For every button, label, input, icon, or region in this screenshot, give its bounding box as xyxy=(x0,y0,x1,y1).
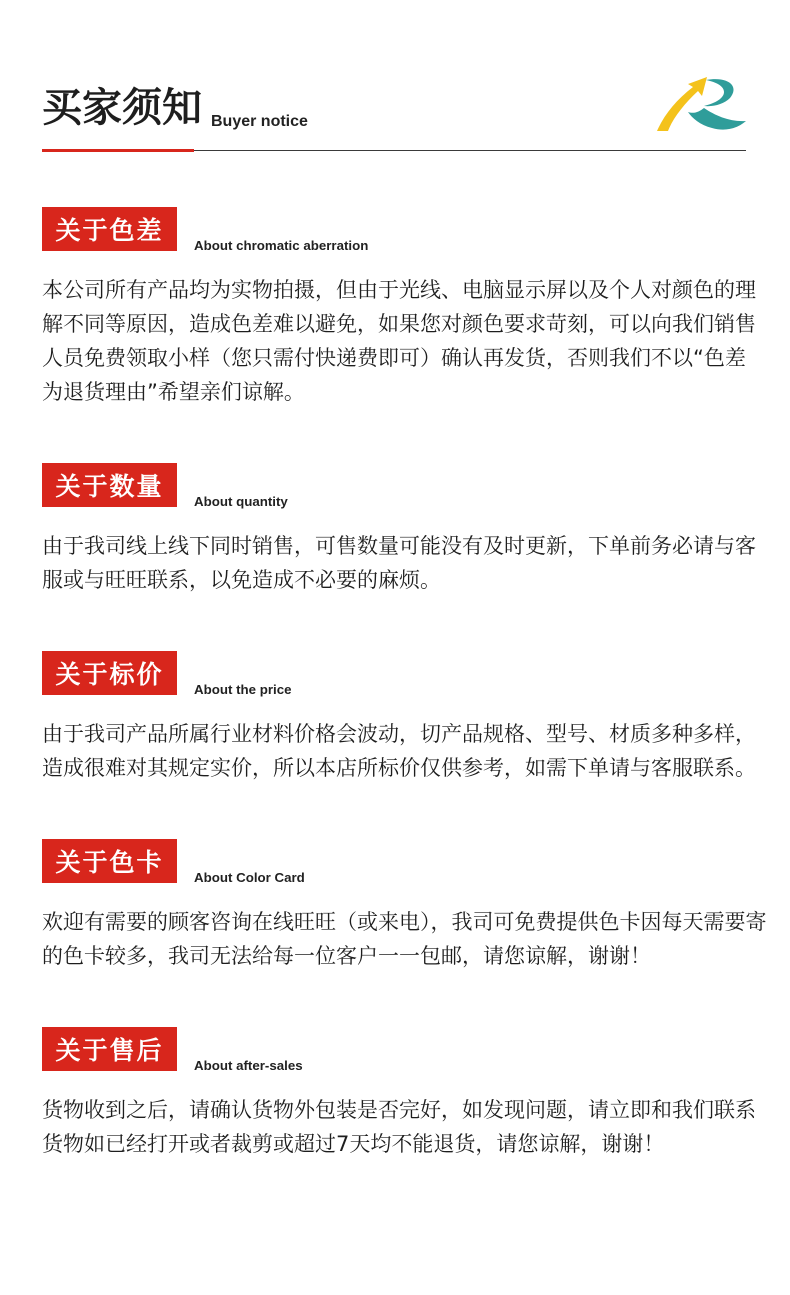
body-line: 为退货理由”希望亲们谅解。 xyxy=(42,380,305,404)
header-accent-underline xyxy=(42,149,194,152)
section-body xyxy=(42,1093,786,1161)
brand-logo-icon xyxy=(650,70,750,140)
section-chromatic-aberration xyxy=(42,207,786,409)
body-line: 货物收到之后，请确认货物外包装是否完好，如发现问题，请立即和我们联系 xyxy=(42,1098,756,1122)
body-line: 的色卡较多，我司无法给每一位客户一一包邮，请您谅解，谢谢！ xyxy=(42,944,651,968)
body-line: 服或与旺旺联系，以免造成不必要的麻烦。 xyxy=(42,568,441,592)
section-title-badge: 关于数量 xyxy=(42,463,177,507)
section-quantity xyxy=(42,463,786,597)
section-color-card xyxy=(42,839,786,973)
section-subtitle: About Color Card xyxy=(194,870,305,885)
section-title-badge: 关于色差 xyxy=(42,207,177,251)
section-header xyxy=(42,207,786,251)
body-line: 本公司所有产品均为实物拍摄，但由于光线、电脑显示屏以及个人对颜色的理 xyxy=(42,278,756,302)
body-line: 由于我司产品所属行业材料价格会波动，切产品规格、型号、材质多种多样， xyxy=(42,722,756,746)
section-price xyxy=(42,651,786,785)
body-line: 欢迎有需要的顾客咨询在线旺旺（或来电），我司可免费提供色卡因每天需要寄 xyxy=(42,910,767,934)
header-divider xyxy=(194,150,746,151)
section-subtitle: About the price xyxy=(194,682,292,697)
body-line: 造成很难对其规定实价，所以本店所标价仅供参考，如需下单请与客服联系。 xyxy=(42,756,756,780)
section-header xyxy=(42,651,786,695)
section-body xyxy=(42,529,786,597)
section-header xyxy=(42,839,786,883)
section-after-sales xyxy=(42,1027,786,1161)
body-line: 解不同等原因，造成色差难以避免，如果您对颜色要求苛刻，可以向我们销售 xyxy=(42,312,756,336)
section-body xyxy=(42,717,786,785)
body-line: 人员免费领取小样（您只需付快递费即可）确认再发货，否则我们不以“色差 xyxy=(42,346,746,370)
notice-sections xyxy=(42,207,786,1215)
section-title-badge: 关于售后 xyxy=(42,1027,177,1071)
section-subtitle: About quantity xyxy=(194,494,288,509)
body-line: 货物如已经打开或者裁剪或超过7天均不能退货，请您谅解，谢谢！ xyxy=(42,1132,665,1156)
section-header xyxy=(42,463,786,507)
body-line: 由于我司线上线下同时销售，可售数量可能没有及时更新，下单前务必请与客 xyxy=(42,534,756,558)
section-subtitle: About after-sales xyxy=(194,1058,303,1073)
section-body xyxy=(42,273,786,409)
section-subtitle: About chromatic aberration xyxy=(194,238,369,253)
section-title-badge: 关于标价 xyxy=(42,651,177,695)
section-body xyxy=(42,905,786,973)
page-subtitle: Buyer notice xyxy=(211,113,308,130)
section-title-badge: 关于色卡 xyxy=(42,839,177,883)
page-title: 买家须知 xyxy=(42,85,202,131)
section-header xyxy=(42,1027,786,1071)
